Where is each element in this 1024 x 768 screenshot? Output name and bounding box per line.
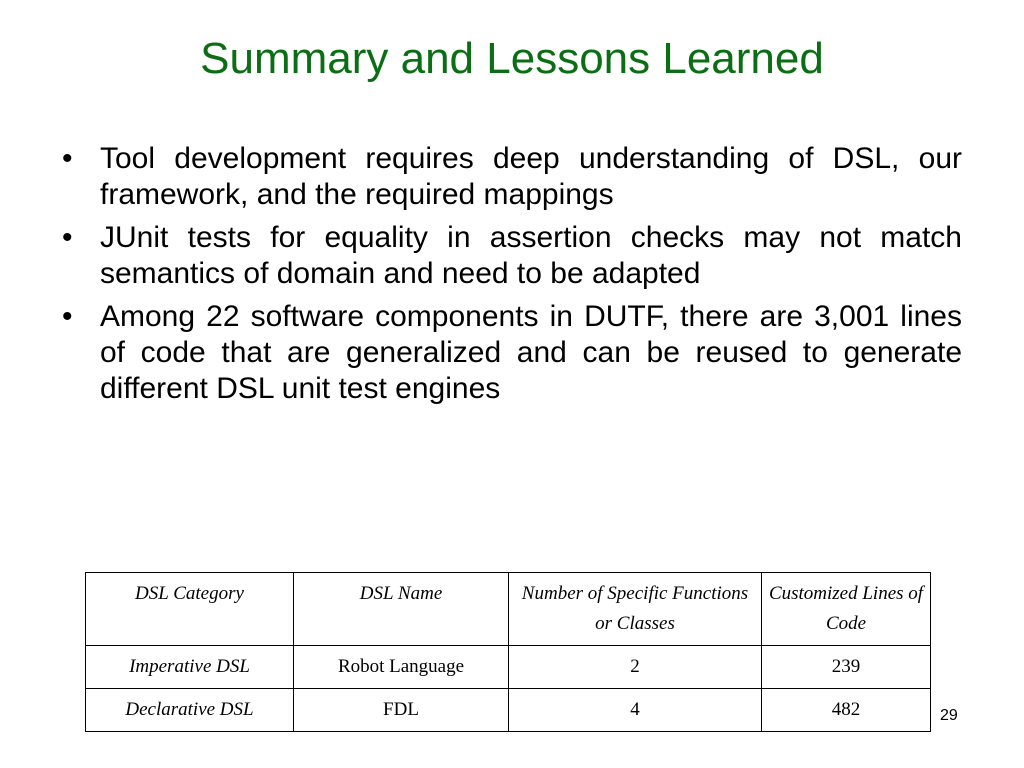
bullet-text: Among 22 software components in DUTF, there are 3,001 lines of code that are generalized and can be reused to generate different DSL unit test engines [100, 300, 962, 405]
cell-specific-functions: 4 [509, 689, 762, 732]
bullet-icon: • [62, 221, 73, 254]
header-dsl-name: DSL Name [294, 573, 509, 646]
cell-dsl-name: Robot Language [294, 646, 509, 689]
header-customized-loc: Customized Lines of Code [762, 573, 931, 646]
cell-customized-loc: 482 [762, 689, 931, 732]
header-dsl-category: DSL Category [86, 573, 294, 646]
bullet-icon: • [62, 300, 73, 333]
table-row [86, 646, 931, 689]
table-header-row [86, 573, 931, 646]
cell-dsl-category: Declarative DSL [86, 689, 294, 732]
bullet-icon: • [62, 142, 73, 175]
cell-specific-functions: 2 [509, 646, 762, 689]
bullet-text: Tool development requires deep understanding of DSL, our framework, and the required mappings [100, 142, 962, 211]
bullet-item [62, 141, 962, 213]
bullet-item [62, 299, 962, 407]
bullet-item [62, 220, 962, 292]
page-number: 29 [940, 707, 958, 724]
cell-dsl-name: FDL [294, 689, 509, 732]
cell-customized-loc: 239 [762, 646, 931, 689]
header-specific-functions: Number of Specific Functions or Classes [509, 573, 762, 646]
cell-dsl-category: Imperative DSL [86, 646, 294, 689]
slide-title: Summary and Lessons Learned [200, 34, 824, 83]
dsl-summary-table [85, 572, 931, 732]
bullet-list [62, 141, 962, 414]
bullet-text: JUnit tests for equality in assertion checks may not match semantics of domain and need to be adapted [100, 221, 962, 290]
table-row [86, 689, 931, 732]
